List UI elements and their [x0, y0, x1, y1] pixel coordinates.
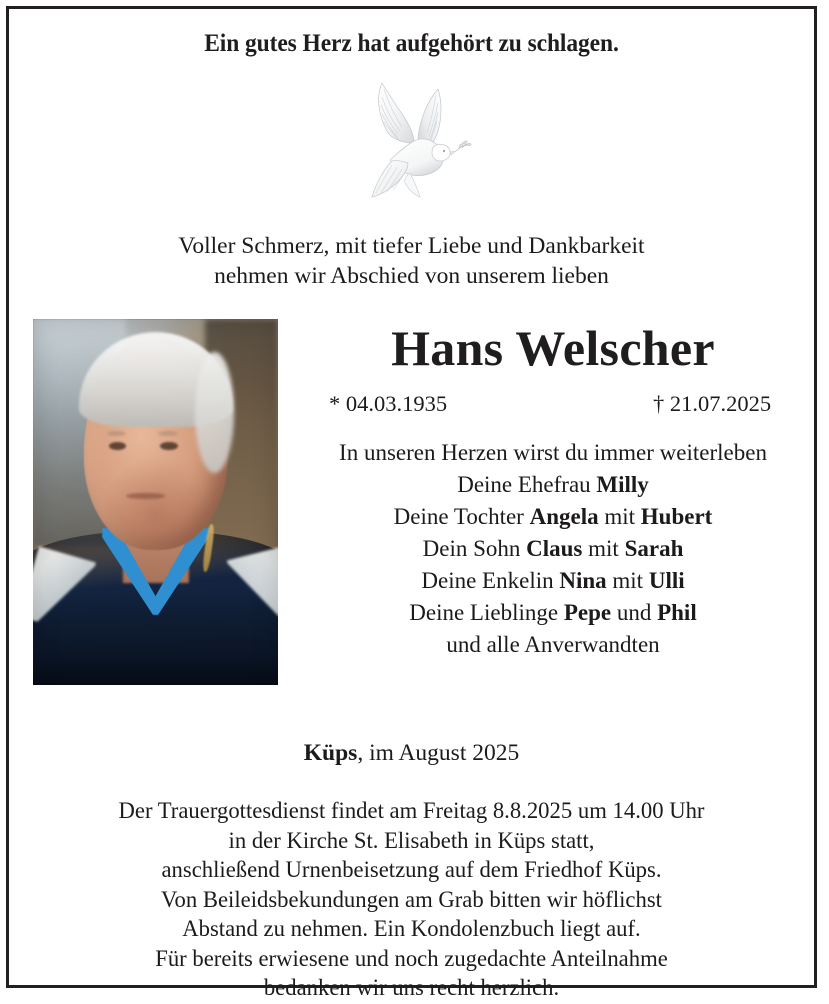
intro-line: Voller Schmerz, mit tiefer Liebe und Dankbarkeit — [178, 233, 645, 259]
place-name: Küps — [303, 740, 358, 766]
family-line-prefix: Dein Sohn — [422, 536, 527, 561]
family-member-name: Hubert — [640, 504, 713, 529]
family-line — [301, 533, 805, 565]
service-line: Der Trauergottesdienst findet am Freitag 8.8.2025 um 14.00 Uhr — [118, 798, 705, 824]
birth-date: * 04.03.1935 — [329, 391, 448, 416]
family-member-name: Nina — [559, 568, 607, 593]
service-line: bedanken wir uns recht herzlich. — [263, 975, 560, 1001]
deceased-name: Hans Welscher — [391, 320, 715, 376]
family-line — [301, 565, 805, 597]
deceased-details — [301, 319, 805, 661]
obituary-notice — [6, 6, 817, 1001]
life-dates — [301, 391, 805, 419]
headline-quote: Ein gutes Herz hat aufgehört zu schlagen. — [204, 30, 619, 57]
family-line-mid: mit — [582, 536, 625, 561]
service-line: Abstand zu nehmen. Ein Kondolenzbuch liegt auf. — [182, 916, 641, 942]
family-line-prefix: Deine Lieblinge — [409, 600, 564, 625]
family-member-name: Ulli — [648, 568, 685, 593]
photo-vignette — [33, 319, 278, 685]
family-member-name: Milly — [596, 472, 649, 497]
place-and-date — [9, 740, 814, 767]
family-line-mid: mit — [606, 568, 649, 593]
family-member-name: Phil — [657, 600, 697, 625]
intro-line: nehmen wir Abschied von unserem lieben — [214, 263, 609, 289]
dove-icon — [9, 71, 814, 219]
family-line — [301, 469, 805, 501]
death-date: † 21.07.2025 — [653, 391, 772, 416]
family-line-prefix: und alle Anverwandten — [446, 632, 660, 657]
family-line-prefix: Deine Enkelin — [421, 568, 560, 593]
family-list — [301, 437, 805, 661]
family-line-prefix: In unseren Herzen wirst du immer weiterleben — [339, 440, 767, 465]
family-member-name: Sarah — [624, 536, 684, 561]
service-line: Für bereits erwiesene und noch zugedachte Anteilnahme — [155, 945, 668, 972]
family-line — [301, 501, 805, 533]
family-member-name: Claus — [526, 536, 583, 561]
family-member-name: Angela — [529, 504, 599, 529]
family-line-prefix: Deine Tochter — [393, 504, 530, 529]
intro-text — [9, 231, 814, 291]
portrait-photo — [33, 319, 278, 685]
service-line: in der Kirche St. Elisabeth in Küps statt, — [228, 827, 595, 854]
family-line — [301, 597, 805, 629]
family-line-mid: und — [611, 600, 658, 625]
family-member-name: Pepe — [563, 600, 612, 625]
family-line-prefix: Deine Ehefrau — [457, 472, 597, 497]
place-date: , im August 2025 — [357, 740, 520, 766]
family-line — [301, 437, 805, 469]
family-line — [301, 629, 805, 661]
family-line-mid: mit — [598, 504, 641, 529]
service-details — [23, 797, 800, 1004]
service-line: Von Beileidsbekundungen am Grab bitten wir höflichst — [161, 886, 662, 913]
service-line: anschließend Urnenbeisetzung auf dem Friedhof Küps. — [161, 857, 662, 883]
